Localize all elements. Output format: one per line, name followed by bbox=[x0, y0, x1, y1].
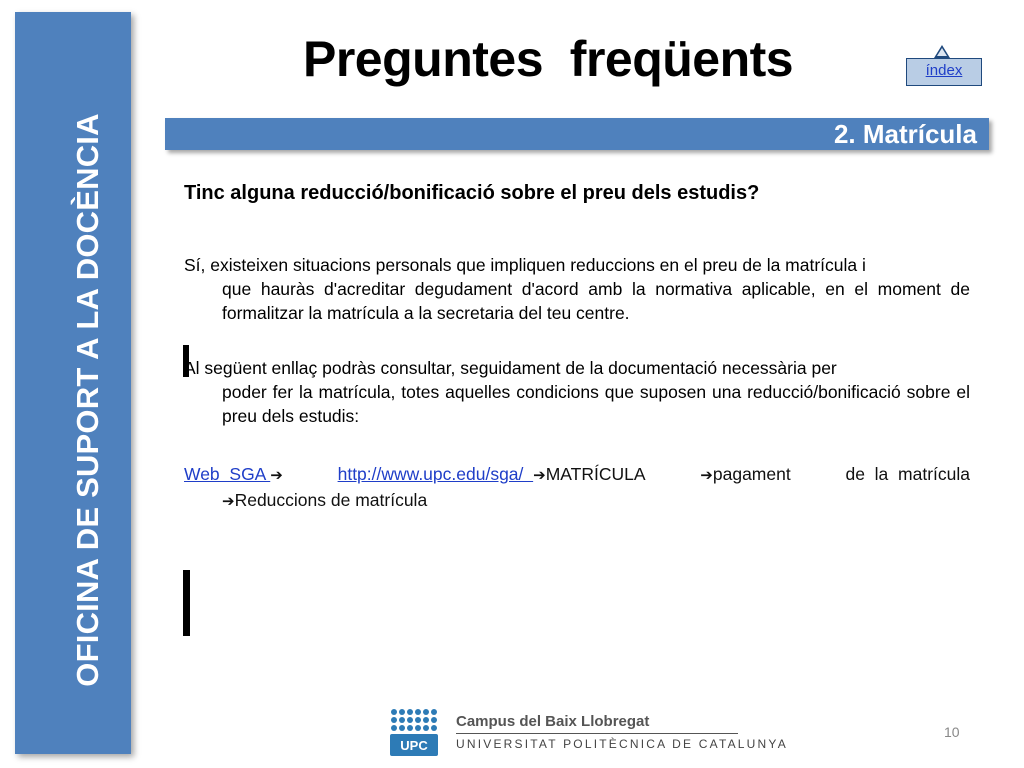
answer-paragraph-1-continuation: que hauràs d'acreditar degudament d'acord amb la normativa aplicable, en el moment de formalitzar la matrícula a la secretaria del teu centre. bbox=[222, 279, 970, 323]
page-title: Preguntes freqüents bbox=[303, 31, 794, 87]
web-sga-link[interactable]: Web SGA bbox=[184, 464, 271, 484]
answer-paragraph-2 bbox=[184, 356, 970, 428]
section-header bbox=[165, 118, 989, 150]
campus-name: Campus del Baix Llobregat bbox=[456, 713, 650, 730]
answer-paragraph-2-first-line: Al següent enllaç podràs consultar, seguidament de la documentació necessària per bbox=[184, 358, 837, 378]
arrow-right-icon: ➔ bbox=[533, 467, 546, 484]
sidebar-title: OFICINA DE SUPORT A LA DOCÈNCIA bbox=[70, 113, 105, 687]
page-number: 10 bbox=[944, 724, 960, 740]
sga-url-link[interactable]: http://www.upc.edu/sga/ bbox=[337, 464, 534, 484]
section-title: 2. Matrícula bbox=[833, 119, 977, 149]
question-heading: Tinc alguna reducció/bonificació sobre el preu dels estudis? bbox=[184, 182, 760, 204]
home-icon[interactable] bbox=[934, 45, 950, 58]
logo-divider bbox=[456, 733, 738, 734]
answer-paragraph-1 bbox=[184, 253, 970, 325]
sidebar-banner bbox=[15, 12, 131, 754]
answer-paragraph-2-continuation: poder fer la matrícula, totes aquelles condicions que suposen una reducció/bonificació sobre el preu dels estudis: bbox=[222, 382, 970, 426]
path-step-reduccions: Reduccions de matrícula bbox=[234, 490, 428, 510]
logo-text: UPC bbox=[400, 738, 428, 753]
index-button[interactable] bbox=[906, 58, 982, 86]
navigation-path bbox=[184, 462, 970, 514]
arrow-right-icon: ➔ bbox=[270, 467, 283, 484]
index-link[interactable]: índex bbox=[925, 62, 963, 79]
arrow-right-icon: ➔ bbox=[222, 493, 235, 510]
path-step-de-la-matricula: de la matrícula bbox=[845, 464, 970, 484]
answer-paragraph-1-first-line: Sí, existeixen situacions personals que impliquen reduccions en el preu de la matrícula i bbox=[184, 255, 866, 275]
text-cursor-mark bbox=[183, 570, 190, 636]
university-name: UNIVERSITAT POLITÈCNICA DE CATALUNYA bbox=[456, 737, 788, 751]
arrow-right-icon: ➔ bbox=[700, 467, 713, 484]
upc-logo-icon bbox=[388, 706, 440, 758]
path-step-pagament: pagament bbox=[712, 464, 791, 484]
path-step-matricula: MATRÍCULA bbox=[545, 464, 646, 484]
